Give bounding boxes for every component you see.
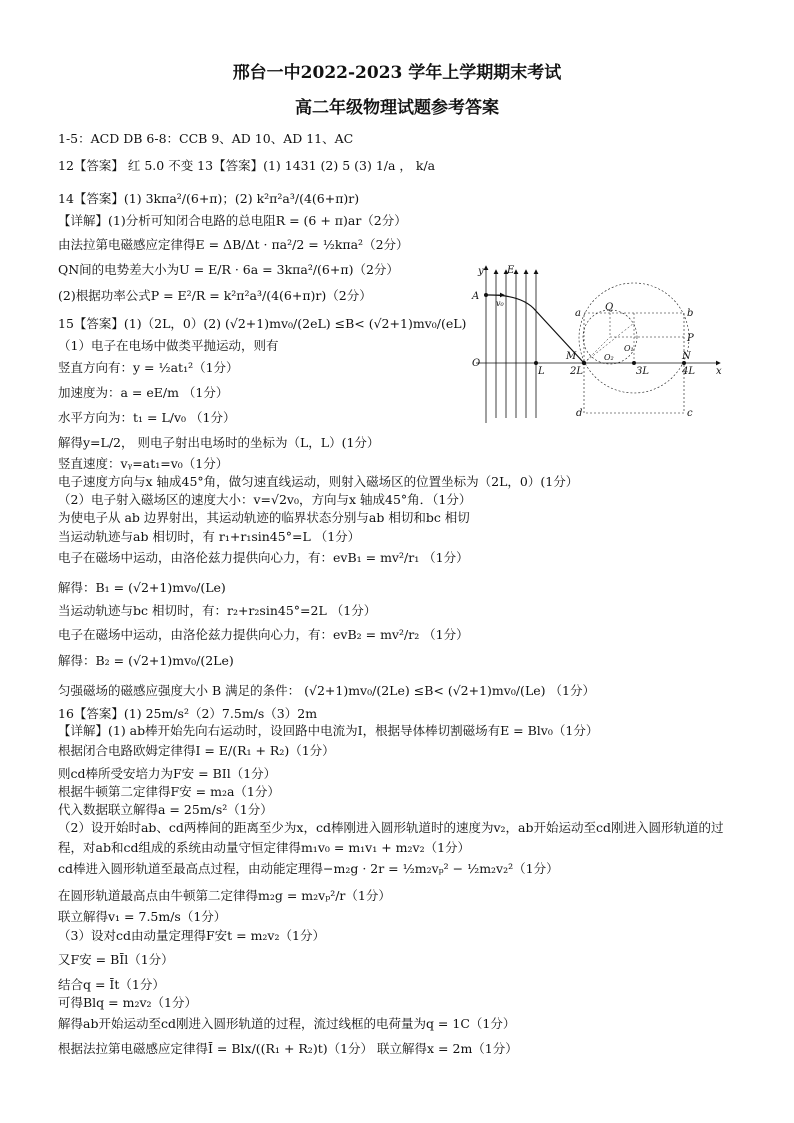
label-O2: O₂ (604, 353, 614, 362)
answer-line: 12【答案】 红 5.0 不变 13【答案】(1) 1431 (2) 5 (3) 1/a ， k/a (58, 158, 436, 173)
answer-line: (2)根据功率公式P = E²/R = k²π²a³/(4(6+π)r)（2分） (58, 288, 372, 303)
answer-line: 【详解】(1)分析可知闭合电路的总电阻R = (6 + π)ar（2分） (58, 213, 407, 228)
answer-line: 则cd棒所受安培力为F安 = BIl（1分） (58, 766, 277, 781)
answer-line: 根据闭合电路欧姆定律得I = E/(R₁ + R₂)（1分） (58, 743, 335, 758)
label-2L: 2L (570, 366, 584, 377)
label-N: N (682, 351, 691, 362)
answer-line: cd棒进入圆形轨道至最高点过程，由动能定理得−m₂g · 2r = ½m₂vₚ² − ½m₂v₂²（1分） (58, 861, 559, 876)
electric-field-lines (496, 270, 536, 418)
answer-line: 解得y=L/2， 则电子射出电场时的坐标为（L，L）(1分） (58, 435, 380, 450)
answer-line: 14【答案】(1) 3kπa²/(6+π)；(2) k²π²a³/(4(6+π)r) (58, 191, 360, 206)
answer-line: 当运动轨迹与ab 相切时，有 r₁+r₁sin45°=L （1分） (58, 529, 361, 544)
answer-line: （1）电子在电场中做类平抛运动，则有 (58, 338, 279, 353)
answer-line: 【详解】(1) ab棒开始先向右运动时，设回路中电流为I，根据导体棒切割磁场有E = Blv₀（1分） (58, 723, 599, 738)
exam-title: 邢台一中2022-2023 学年上学期期末考试 (232, 63, 562, 83)
answer-line: 为使电子从 ab 边界射出，其运动轨迹的临界状态分别与ab 相切和bc 相切 (58, 510, 470, 525)
answer-line: QN间的电势差大小为U = E/R · 6a = 3kπa²/(6+π)（2分） (58, 262, 399, 277)
axis-points (484, 293, 686, 365)
label-a: a (575, 308, 581, 319)
label-A: A (472, 291, 480, 302)
label-M: M (566, 351, 577, 362)
answer-line: 结合q = Īt（1分） (58, 977, 165, 992)
answer-line: 可得Blq = m₂v₂（1分） (58, 995, 197, 1010)
label-L: L (538, 366, 545, 377)
label-Q: Q (605, 302, 614, 313)
label-P: P (687, 333, 694, 344)
answer-line: 代入数据联立解得a = 25m/s²（1分） (58, 802, 273, 817)
label-b: b (687, 308, 694, 319)
answer-line: 在圆形轨道最高点由牛顿第二定律得m₂g = m₂vₚ²/r（1分） (58, 888, 391, 903)
answer-line: 解得：B₁ = (√2+1)mv₀/(Le) (58, 580, 226, 595)
answer-line: 根据法拉第电磁感应定律得Ī = Blx/((R₁ + R₂)t)（1分） 联立解得x = 2m（1分） (58, 1041, 518, 1056)
answer-line: 竖直速度：vᵧ=at₁=v₀（1分） (58, 456, 229, 471)
answer-line: 匀强磁场的磁感应强度大小 B 满足的条件： (√2+1)mv₀/(2Le) ≤B< (√2+1)mv₀/(Le) （1分） (58, 683, 595, 698)
answer-line: 加速度为：a = eE/m （1分） (58, 385, 229, 400)
answer-line: 联立解得v₁ = 7.5m/s（1分） (58, 909, 227, 924)
answer-line: 根据牛顿第二定律得F安 = m₂a（1分） (58, 784, 280, 799)
answer-line: （3）设对cd由动量定理得F安t = m₂v₂（1分） (58, 928, 325, 943)
answer-line: （2）电子射入磁场区的速度大小：v=√2v₀，方向与x 轴成45°角．（1分） (58, 492, 472, 507)
answer-line: 解得：B₂ = (√2+1)mv₀/(2Le) (58, 653, 234, 668)
answer-line: 竖直方向有：y = ½at₁²（1分） (58, 360, 239, 375)
physics-diagram (468, 258, 728, 428)
exam-subtitle: 高二年级物理试题参考答案 (295, 98, 499, 118)
answer-line: 电子在磁场中运动，由洛伦兹力提供向心力，有：evB₂ = mv²/r₂ （1分） (58, 627, 469, 642)
answer-line: 15【答案】(1)（2L，0）(2) (√2+1)mv₀/(2eL) ≤B< (√2+1)mv₀/(eL) (58, 316, 467, 331)
label-c: c (687, 408, 693, 419)
answer-line: 又F安 = BĪl（1分） (58, 952, 174, 967)
answer-line: 电子速度方向与x 轴成45°角，做匀速直线运动，则射入磁场区的位置坐标为（2L，0）(1分） (58, 474, 579, 489)
answer-line: 1-5：ACD DB 6-8：CCB 9、AD 10、AD 11、AC (58, 131, 354, 146)
answer-line: 解得ab开始运动至cd刚进入圆形轨道的过程，流过线框的电荷量为q = 1C（1分） (58, 1016, 516, 1031)
label-O: O (472, 358, 481, 369)
answer-line: （2）设开始时ab、cd两棒间的距离至少为x，cd棒刚进入圆形轨道时的速度为v₂，ab开始运动至cd刚进入圆形轨道的过程，对ab和cd组成的系统由动量守恒定律得m₁v₀ = m₁v₁ + m₂v₂（1分） (58, 820, 724, 855)
answer-line: 当运动轨迹与bc 相切时，有：r₂+r₂sin45°=2L （1分） (58, 603, 377, 618)
label-E: E (507, 265, 515, 276)
label-y: y (478, 266, 484, 277)
answer-line: 由法拉第电磁感应定律得E = ΔB/Δt · πa²/2 = ½kπa²（2分） (58, 237, 409, 252)
label-v0: v₀ (496, 299, 504, 308)
label-3L: 3L (636, 366, 650, 377)
answer-line: 16【答案】(1) 25m/s²（2）7.5m/s（3）2m (58, 706, 318, 721)
label-d: d (576, 408, 583, 419)
label-x: x (716, 366, 722, 377)
answer-line: 水平方向为：t₁ = L/v₀ （1分） (58, 410, 236, 425)
answer-line: 电子在磁场中运动，由洛伦兹力提供向心力，有：evB₁ = mv²/r₁ （1分） (58, 550, 469, 565)
label-4L: 4L (682, 366, 696, 377)
label-O1: O₁ (624, 344, 634, 353)
